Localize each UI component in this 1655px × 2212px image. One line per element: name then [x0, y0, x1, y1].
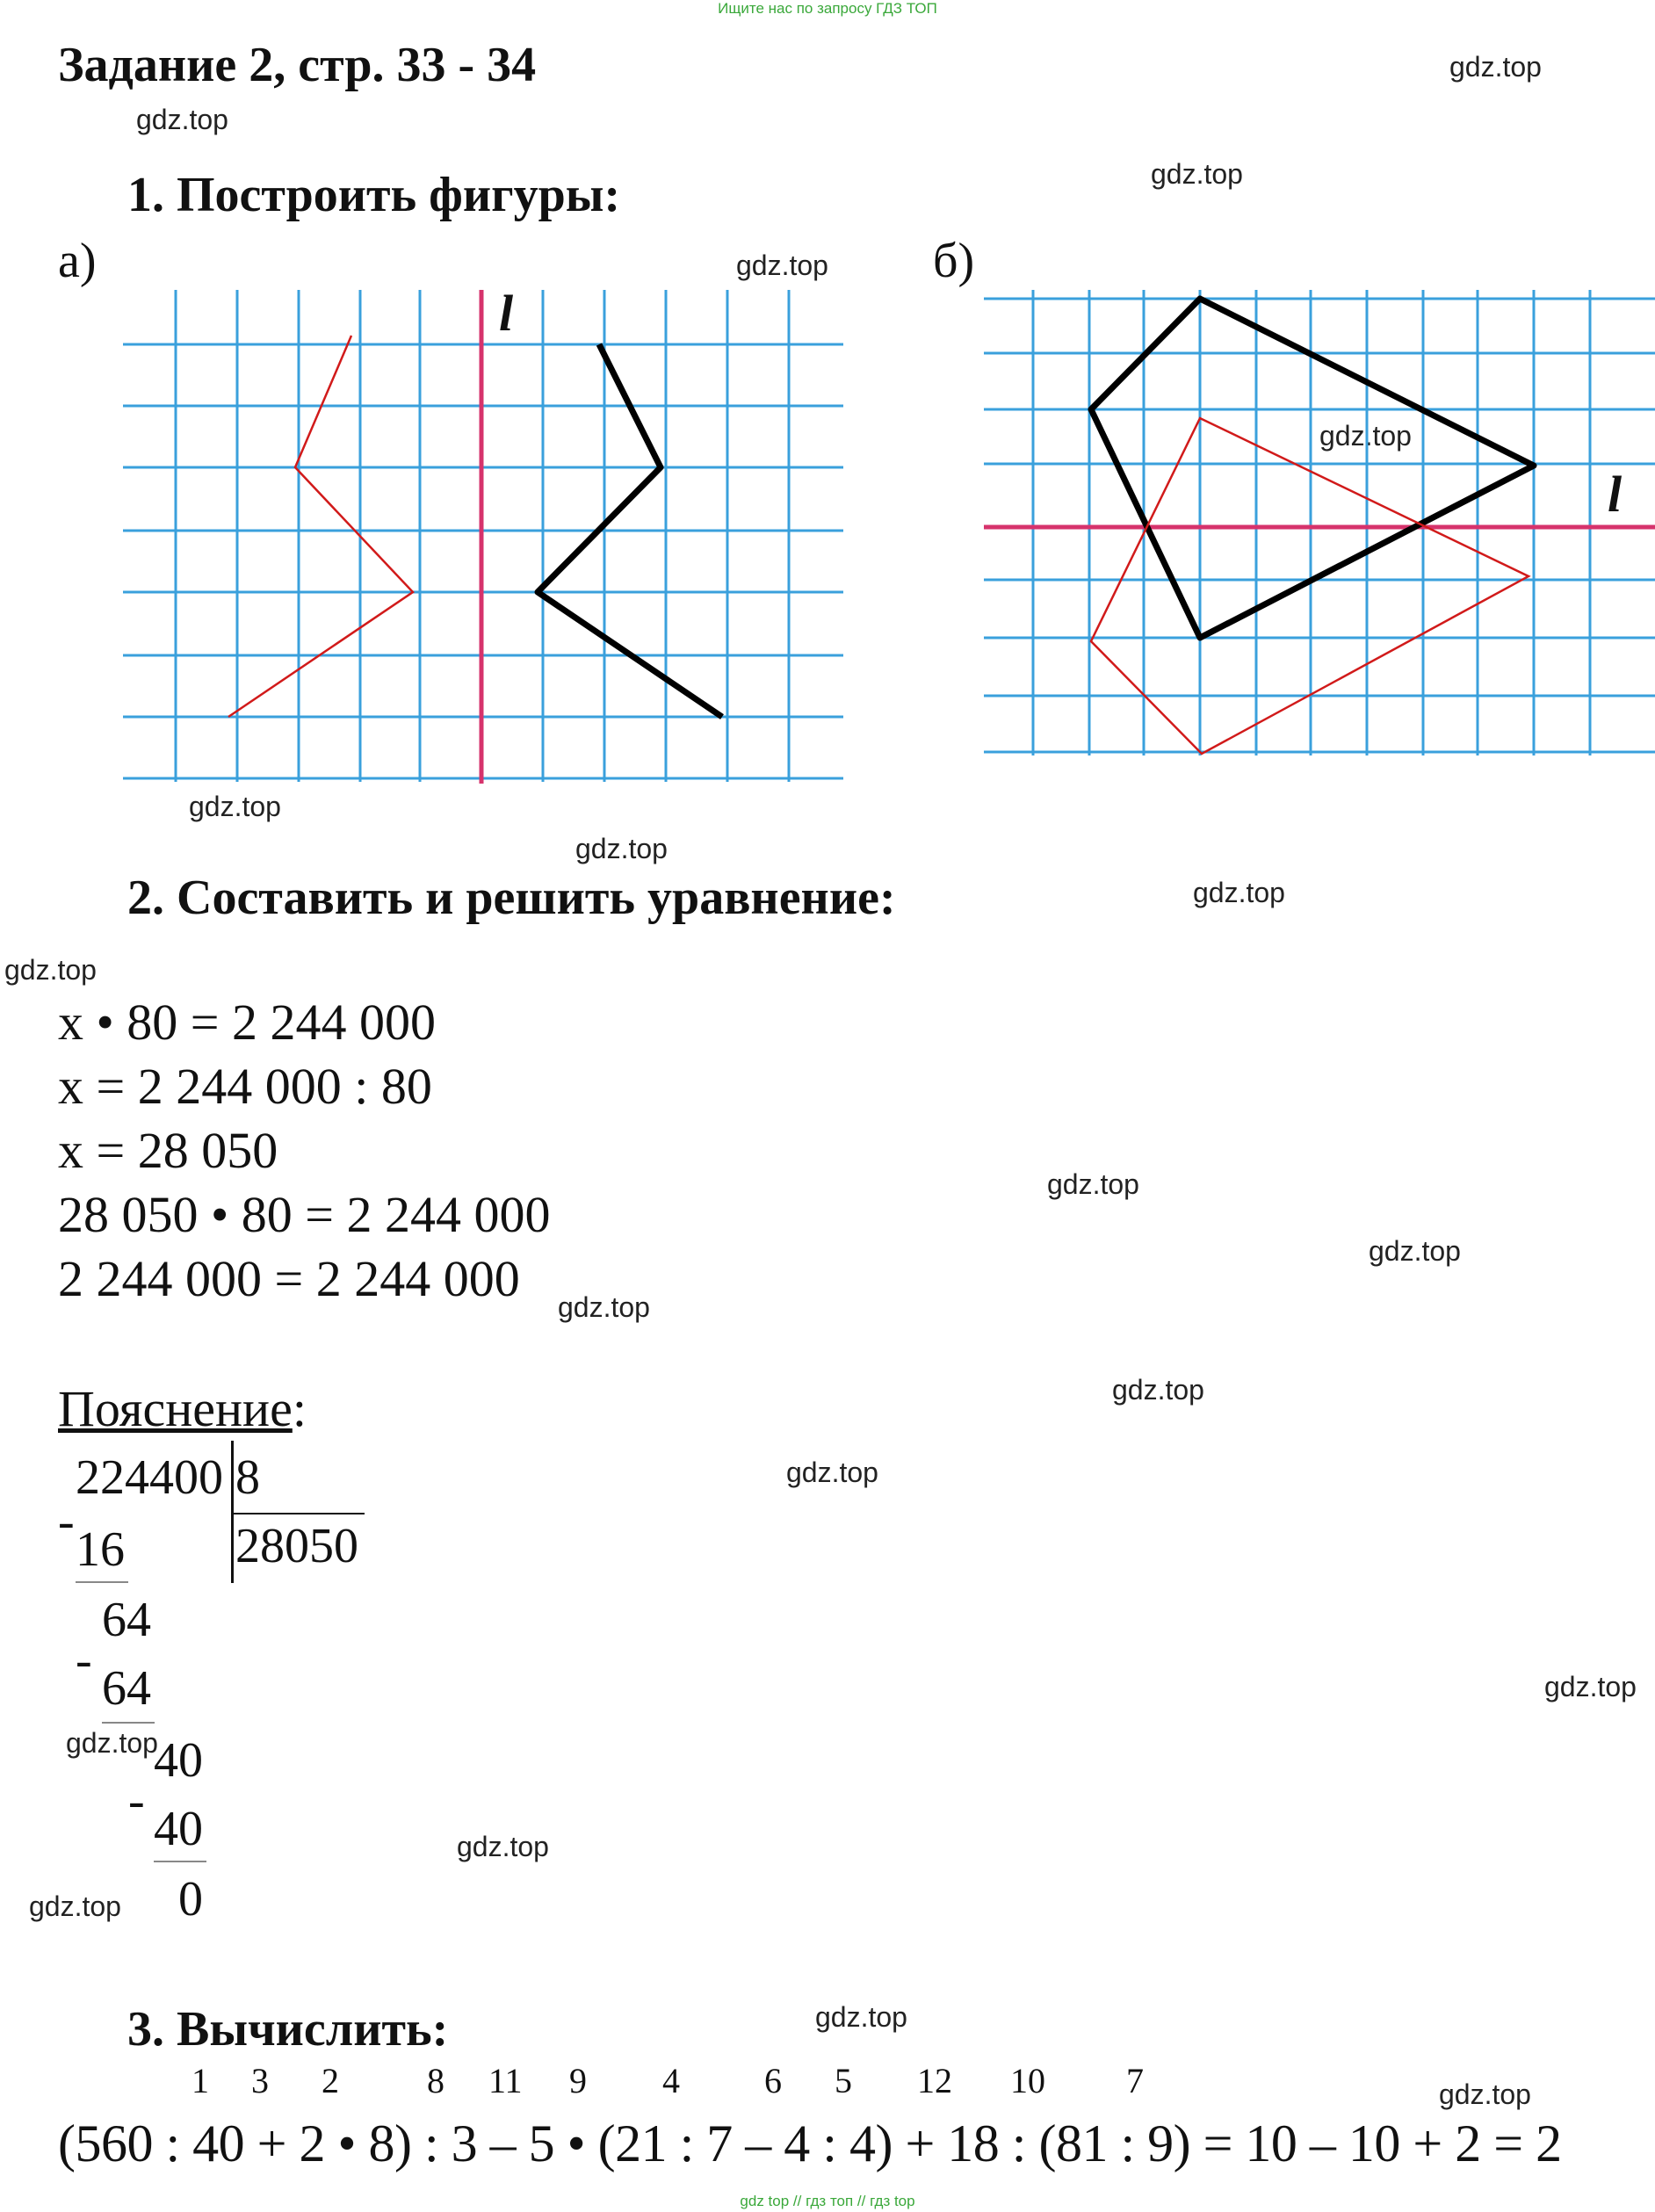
- step-3: 64: [102, 1661, 151, 1716]
- calculation-expression: (560 : 40 + 2 • 8) : 3 – 5 • (21 : 7 – 4 : 4) + 18 : (81 : 9) = 10 – 10 + 2 = 2: [58, 2114, 1562, 2172]
- watermark: gdz.top: [1544, 1671, 1637, 1702]
- watermark: gdz.top: [786, 1457, 878, 1488]
- equation-line-4: 28 050 • 80 = 2 244 000: [58, 1186, 551, 1243]
- step-2: 64: [102, 1593, 151, 1647]
- order-number: 7: [1126, 2061, 1144, 2100]
- explanation-label: Пояснение: [58, 1380, 293, 1437]
- mirrored-figure: [228, 336, 413, 717]
- watermark: gdz.top: [29, 1890, 121, 1922]
- equation-line-2: x = 2 244 000 : 80: [58, 1058, 432, 1115]
- watermark: gdz.top: [66, 1727, 158, 1759]
- order-number: 11: [488, 2061, 523, 2100]
- footer: gdz top // гдз топ // гдз top: [740, 2193, 915, 2209]
- watermark: gdz.top: [457, 1831, 549, 1862]
- watermark: gdz.top: [1319, 420, 1412, 452]
- division-vertical-bar: [231, 1441, 234, 1583]
- order-number: 4: [662, 2061, 680, 2100]
- watermark: gdz.top: [1047, 1168, 1139, 1200]
- order-number: 3: [251, 2061, 269, 2100]
- original-figure: [1091, 299, 1534, 638]
- step-4: 40: [154, 1733, 203, 1788]
- step-1: 16: [76, 1522, 125, 1577]
- axis-label: l: [499, 290, 514, 342]
- minus-sign: -: [76, 1633, 92, 1688]
- page-title: Задание 2, стр. 33 - 34: [58, 38, 537, 92]
- equation-line-1: x • 80 = 2 244 000: [58, 994, 437, 1051]
- minus-sign: -: [128, 1774, 145, 1828]
- order-number: 8: [427, 2061, 444, 2100]
- order-number: 9: [569, 2061, 587, 2100]
- explanation-title: [58, 1379, 307, 1438]
- step-6: 0: [178, 1872, 203, 1926]
- order-number: 5: [835, 2061, 852, 2100]
- order-number: 12: [917, 2061, 952, 2100]
- watermark: gdz.top: [575, 833, 668, 864]
- step-line: [154, 1861, 206, 1862]
- watermark: gdz.top: [1151, 158, 1243, 190]
- watermark: gdz.top: [1112, 1374, 1204, 1406]
- figure-a-grid: [123, 290, 843, 791]
- section-2-heading: 2. Составить и решить уравнение:: [127, 871, 896, 925]
- division-quotient-line: [233, 1513, 365, 1514]
- top-banner: Ищите нас по запросу ГДЗ ТОП: [718, 0, 937, 17]
- watermark: gdz.top: [1369, 1235, 1461, 1267]
- label-a: а): [58, 234, 97, 288]
- watermark: gdz.top: [558, 1291, 650, 1323]
- explanation-colon: :: [292, 1380, 307, 1437]
- watermark: gdz.top: [1449, 51, 1542, 83]
- order-number: 1: [192, 2061, 209, 2100]
- quotient: 28050: [235, 1519, 358, 1573]
- step-5: 40: [154, 1802, 203, 1856]
- order-number: 2: [322, 2061, 339, 2100]
- watermark: gdz.top: [1439, 2078, 1531, 2110]
- step-line: [102, 1722, 155, 1724]
- watermark: gdz.top: [4, 954, 97, 986]
- label-b: б): [933, 234, 975, 288]
- section-1-heading: 1. Построить фигуры:: [127, 168, 621, 222]
- watermark: gdz.top: [815, 2001, 907, 2033]
- equation-line-3: x = 28 050: [58, 1122, 278, 1179]
- watermark: gdz.top: [1193, 877, 1285, 908]
- order-number: 6: [764, 2061, 782, 2100]
- figure-b-grid: [984, 290, 1655, 764]
- dividend: 224400: [76, 1450, 223, 1505]
- order-number: 10: [1010, 2061, 1045, 2100]
- step-line: [76, 1581, 128, 1583]
- divisor: 8: [235, 1450, 260, 1505]
- equation-line-5: 2 244 000 = 2 244 000: [58, 1250, 520, 1307]
- minus-sign: -: [58, 1494, 75, 1549]
- section-3-heading: 3. Вычислить:: [127, 2002, 449, 2057]
- watermark: gdz.top: [189, 791, 281, 822]
- watermark: gdz.top: [736, 249, 828, 281]
- axis-label: l: [1608, 466, 1622, 523]
- watermark: gdz.top: [136, 104, 228, 135]
